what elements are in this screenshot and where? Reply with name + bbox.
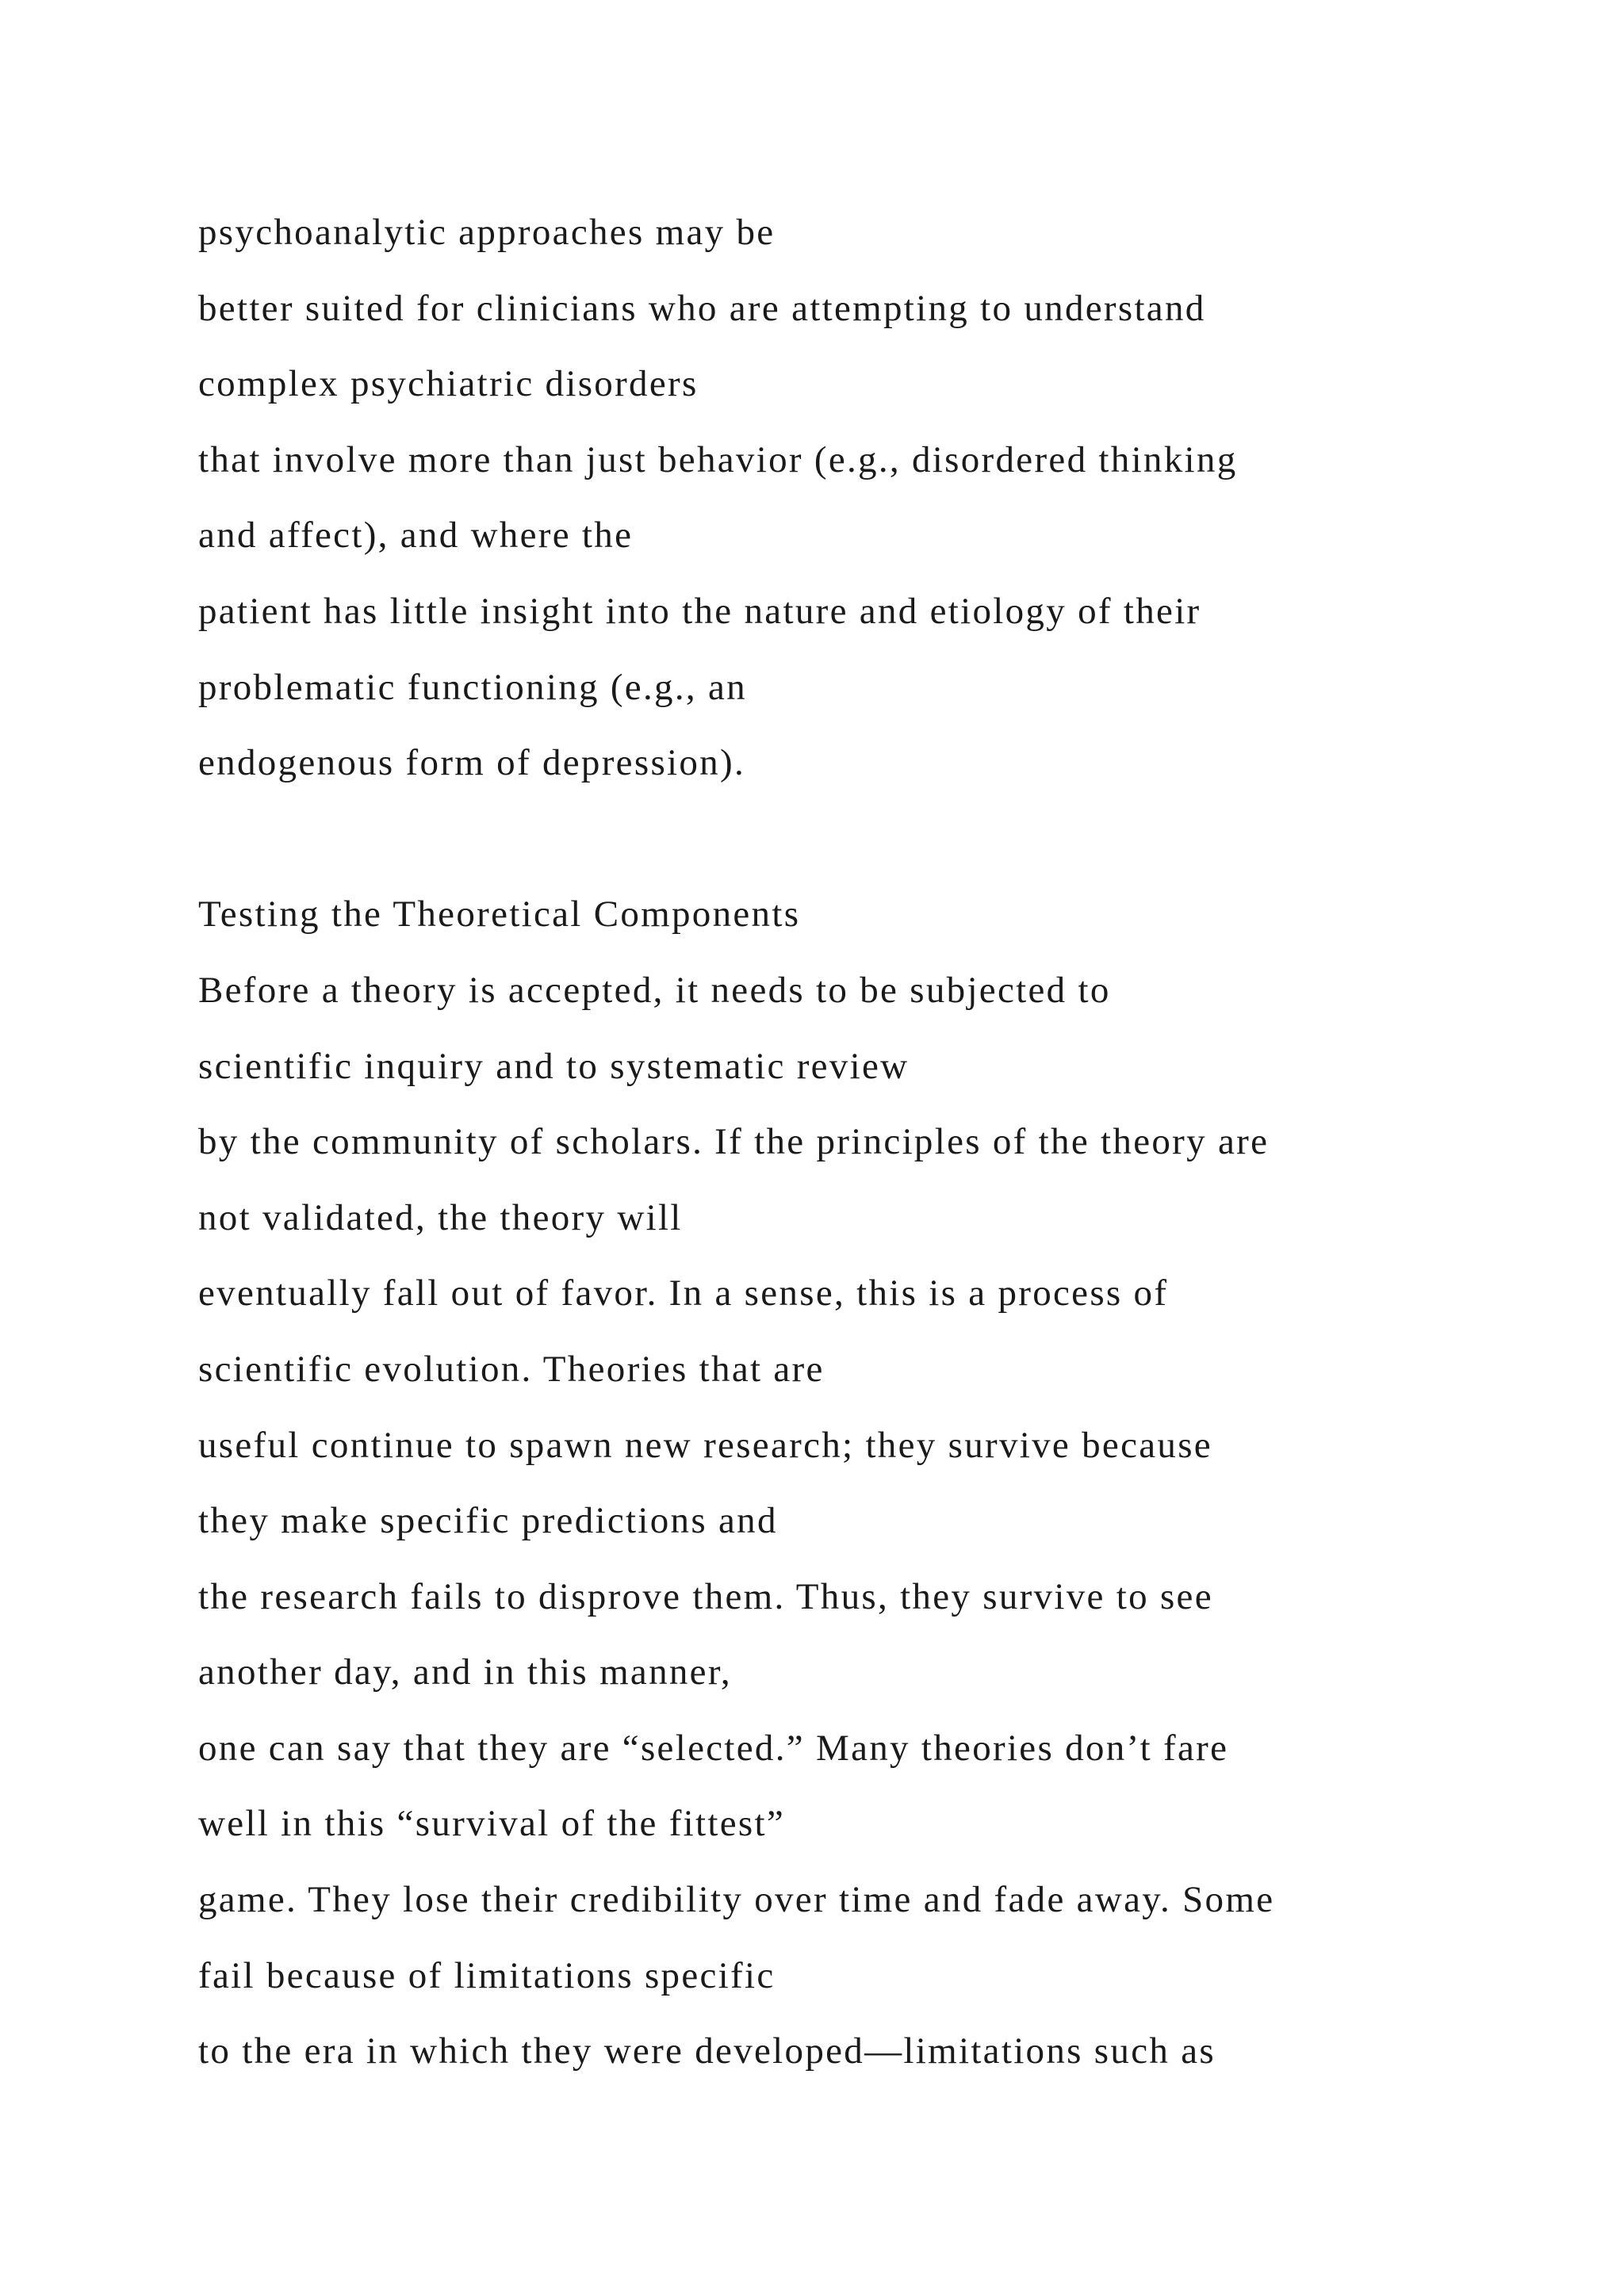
text-line: patient has little insight into the nature and etiology of their (198, 590, 1201, 632)
text-line: that involve more than just behavior (e.g., disordered thinking (198, 438, 1238, 480)
text-line: one can say that they are “selected.” Many theories don’t fare (198, 1727, 1229, 1769)
text-line: psychoanalytic approaches may be (198, 212, 776, 253)
text-line: to the era in which they were developed—limitations such as (198, 2030, 1216, 2072)
text-line: scientific inquiry and to systematic review (198, 1045, 910, 1087)
text-line: scientific evolution. Theories that are (198, 1348, 825, 1390)
text-line: better suited for clinicians who are attempting to understand (198, 287, 1206, 329)
text-line: endogenous form of depression). (198, 742, 745, 784)
text-line: eventually fall out of favor. In a sense, this is a process of (198, 1272, 1169, 1314)
text-line: by the community of scholars. If the principles of the theory are (198, 1121, 1270, 1163)
text-line: and affect), and where the (198, 515, 634, 557)
text-line: well in this “survival of the fittest” (198, 1803, 786, 1845)
text-line: not validated, the theory will (198, 1196, 683, 1238)
paragraph-spacer (198, 802, 1546, 878)
text-line: they make specific predictions and (198, 1500, 778, 1542)
text-line: useful continue to spawn new research; they survive because (198, 1424, 1212, 1466)
section-heading: Testing the Theoretical Components (198, 894, 801, 936)
text-line: fail because of limitations specific (198, 1954, 776, 1996)
document-text (198, 195, 1546, 2090)
text-line: the research fails to disprove them. Thus, they survive to see (198, 1575, 1213, 1617)
text-line: complex psychiatric disorders (198, 363, 699, 405)
text-line: problematic functioning (e.g., an (198, 666, 747, 708)
text-line: game. They lose their credibility over time and fade away. Some (198, 1879, 1275, 1921)
text-line: Before a theory is accepted, it needs to be subjected to (198, 969, 1111, 1011)
text-line: another day, and in this manner, (198, 1651, 732, 1693)
